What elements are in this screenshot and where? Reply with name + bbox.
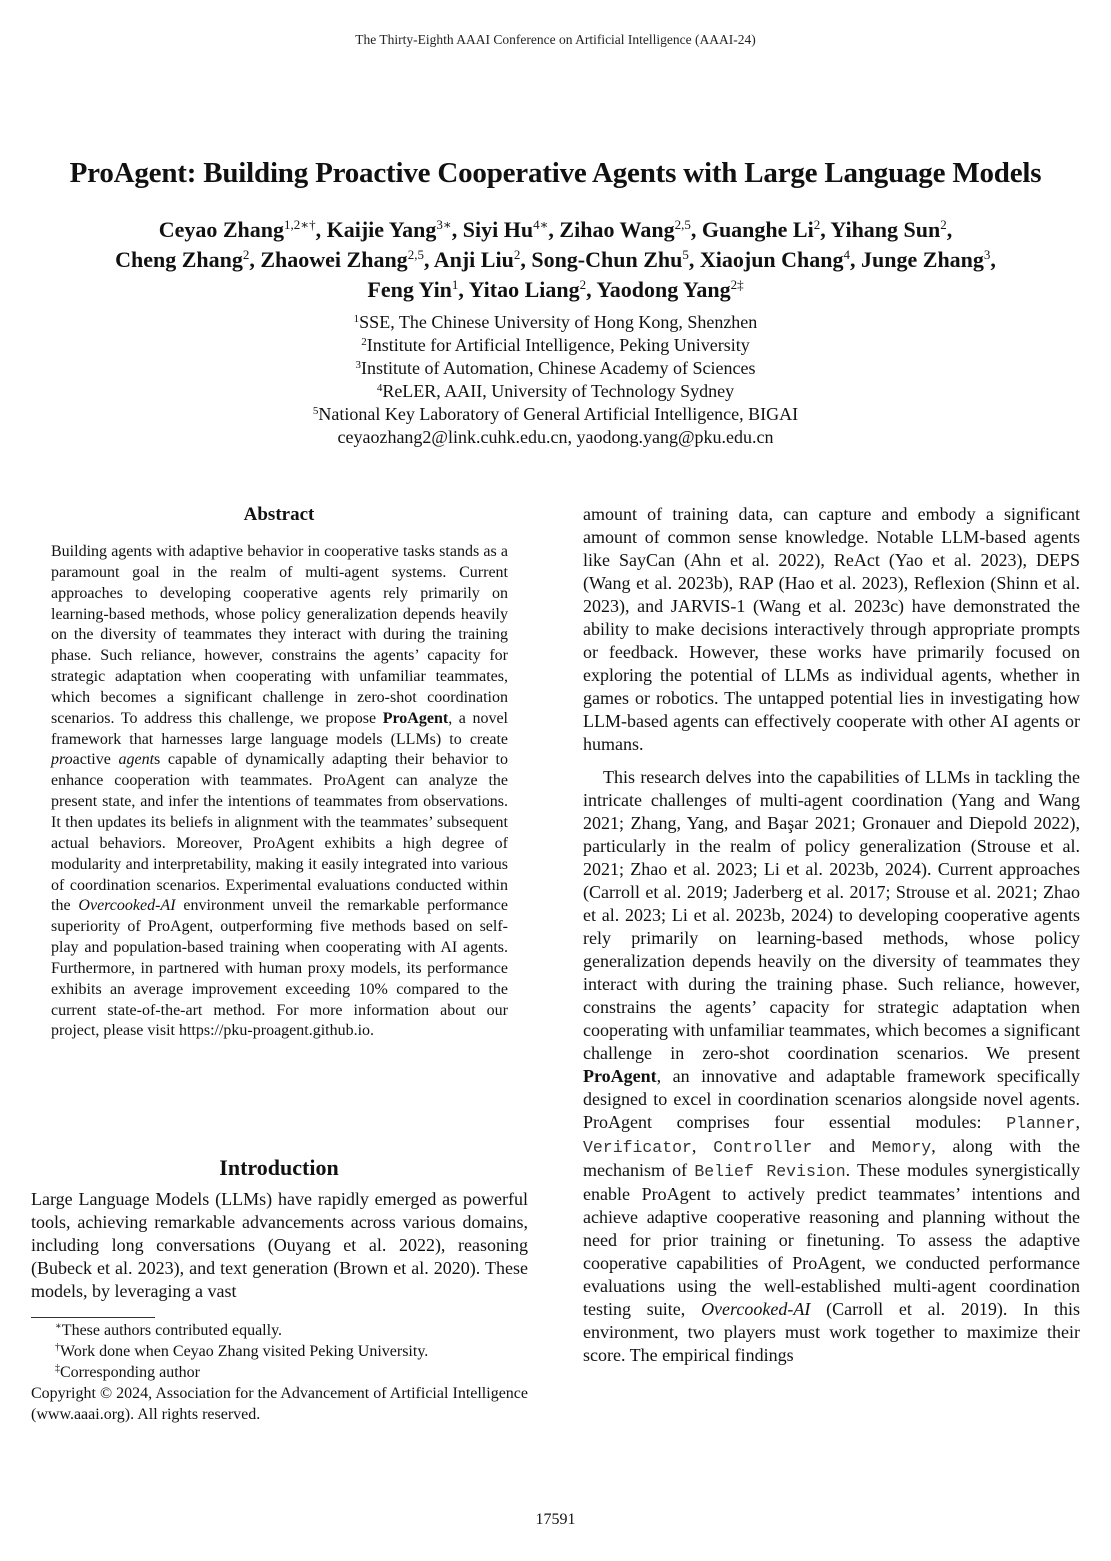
copyright-notice: Copyright © 2024, Association for the Advancement of Artificial Intelligence (www.aaai.org). All rights reserved. <box>31 1385 528 1423</box>
page-number: 17591 <box>535 1511 576 1528</box>
author-emails: ceyaozhang2@link.cuhk.edu.cn, yaodong.yang@pku.edu.cn <box>337 427 774 447</box>
footnotes <box>31 1320 528 1425</box>
author: Siyi $Hu^{4∗}$ <box>462 217 549 242</box>
abstract-heading: Abstract <box>243 504 315 525</box>
author: Guanghe Li$^2$ <box>701 217 821 242</box>
footnote: ‡Corresponding author <box>55 1363 200 1381</box>
author: Feng Yin$^1$ <box>367 277 459 302</box>
author-list: Ceyao Zhang$^{1,2∗\dagger}$, Kaijie Yang$^{3∗}$, Siyi $Hu^{4∗}$, Zihao Wang$^{2,5}$, Guanghe Li$^2$, Yihang Sun$^2$, Cheng Zhang$^2$, Zhaowei Zhang$^{2,5}$, Anji Liu$^2$, Song-Chun Zhu$^5$, Xiaojun Chang$^4$, Junge Zhang$^3$, Feng Yin$^1$, Yitao Liang$^2$, Yaodong Yang$^{2\ddagger}$ <box>115 217 996 302</box>
author: Junge Zhang$^3$ <box>861 247 991 272</box>
introduction-paragraph: This research delves into the capabilities of LLMs in tackling the intricate challenges of multi-agent coordination (Yang and Wang 2021; Zhang, Yang, and Başar 2021; Gronauer and Diepold 2022), particularly in the realm of policy generalization (Strouse et al. 2021; Zhao et al. 2023; Li et al. 2023b, 2024). Current approaches (Carroll et al. 2019; Jaderberg et al. 2017; Strouse et al. 2021; Zhao et al. 2023; Li et al. 2023b, 2024) to developing cooperative agents rely primarily on learning-based methods, whose policy generalization depends heavily on the diversity of teammates they interact with during the training phase. Such reliance, however, constrains the agents’ capacity for strategic adaptation when cooperating with unfamiliar teammates, which becomes a significant challenge in zero-shot coordination scenarios. We present ProAgent, an innovative and adaptable framework specifically designed to excel in coordination scenarios alongside novel agents. ProAgent comprises four essential modules: Planner, Verificator, Controller and Memory, along with the mechanism of Belief Revision. These modules synergistically enable ProAgent to actively predict teammates’ intentions and achieve adaptive cooperative reasoning and planning without the need for prior training or finetuning. To assess the adaptive cooperative capabilities of ProAgent, we conducted performance evaluations using the well-established multi-agent coordination testing suite, Overcooked-AI (Carroll et al. 2019). In this environment, two players must work together to maximize their score. The empirical findings <box>583 767 1081 1365</box>
introduction-paragraph: amount of training data, can capture and embody a significant amount of common sense knowledge. Notable LLM-based agents like SayCan (Ahn et al. 2022), ReAct (Yao et al. 2023), DEPS (Wang et al. 2023b), RAP (Hao et al. 2023), Reflexion (Shinn et al. 2023), and JARVIS-1 (Wang et al. 2023c) have demonstrated the ability to make decisions interactively through appropriate prompts or feedback. However, these works have primarily focused on exploring the potential of LLMs as individual agents, whether in games or robotics. The untapped potential lies in investigating how LLM-based agents can effectively cooperate with other AI agents or humans. <box>583 504 1080 754</box>
author: Anji Liu$^2$ <box>433 247 521 272</box>
introduction-heading: Introduction <box>219 1155 339 1180</box>
affiliation: $^4$ReLER, AAII, University of Technology Sydney <box>376 381 735 401</box>
footnote: ∗These authors contributed equally. <box>55 1321 283 1339</box>
author: Zhaowei Zhang$^{2,5}$ <box>260 247 424 272</box>
author: Cheng Zhang$^2$ <box>115 247 250 272</box>
affiliation: $^2$Institute for Artificial Intelligence, Peking University <box>361 335 750 355</box>
affiliation: $^3$Institute of Automation, Chinese Academy of Sciences <box>355 358 756 378</box>
author: Zihao Wang$^{2,5}$ <box>559 217 691 242</box>
author: Ceyao Zhang$^{1,2∗\dagger}$ <box>158 217 316 242</box>
paper-title: ProAgent: Building Proactive Cooperative Agents with Large Language Models <box>69 157 1042 189</box>
author: Xiaojun Chang$^4$ <box>699 247 851 272</box>
author: Yihang Sun$^2$ <box>830 217 947 242</box>
affiliation: $^1$SSE, The Chinese University of Hong Kong, Shenzhen <box>353 312 758 332</box>
author: Song-Chun Zhu$^5$ <box>531 247 689 272</box>
right-column <box>583 503 1080 1367</box>
author: Kaijie Yang$^{3∗}$ <box>326 217 452 242</box>
author: Yitao Liang$^2$ <box>468 277 587 302</box>
footnote: †Work done when Ceyao Zhang visited Peking University. <box>55 1342 429 1360</box>
introduction-paragraph: Large Language Models (LLMs) have rapidly emerged as powerful tools, achieving remarkable advancements across various domains, including long conversations (Ouyang et al. 2022), reasoning (Bubeck et al. 2023), and text generation (Brown et al. 2020). These models, by leveraging a vast <box>31 1189 528 1301</box>
affiliation-list <box>20 311 1091 449</box>
abstract-body: Building agents with adaptive behavior in cooperative tasks stands as a paramount goal in the realm of multi-agent systems. Current approaches to developing cooperative agents rely primarily on learning-based methods, whose policy generalization depends heavily on the diversity of teammates they interact with during the training phase. Such reliance, however, constrains the agents’ capacity for strategic adaptation when cooperating with unfamiliar teammates, which becomes a significant challenge in zero-shot coordination scenarios. To address this challenge, we propose ProAgent, a novel framework that harnesses large language models (LLMs) to create proactive agents capable of dynamically adapting their behavior to enhance cooperation with teammates. ProAgent can analyze the present state, and infer the intentions of teammates from observations. It then updates its beliefs in alignment with the teammates’ subsequent actual behaviors. Moreover, ProAgent exhibits a high degree of modularity and interpretability, making it easily integrated into various of coordination scenarios. Experimental evaluations conducted within the Overcooked-AI environment unveil the remarkable performance superiority of ProAgent, outperforming five methods based on self-play and population-based training when cooperating with AI agents. Furthermore, in partnered with human proxy models, its performance exhibits an average improvement exceeding 10% compared to the current state-of-the-art method. For more information about our project, please visit https://pku-proagent.github.io. <box>51 543 509 1040</box>
footnote-rule <box>31 1317 155 1318</box>
affiliation: $^5$National Key Laboratory of General Artificial Intelligence, BIGAI <box>312 404 799 424</box>
running-header: The Thirty-Eighth AAAI Conference on Artificial Intelligence (AAAI-24) <box>355 32 756 47</box>
author: Yaodong Yang$^{2\ddagger}$ <box>596 277 744 302</box>
